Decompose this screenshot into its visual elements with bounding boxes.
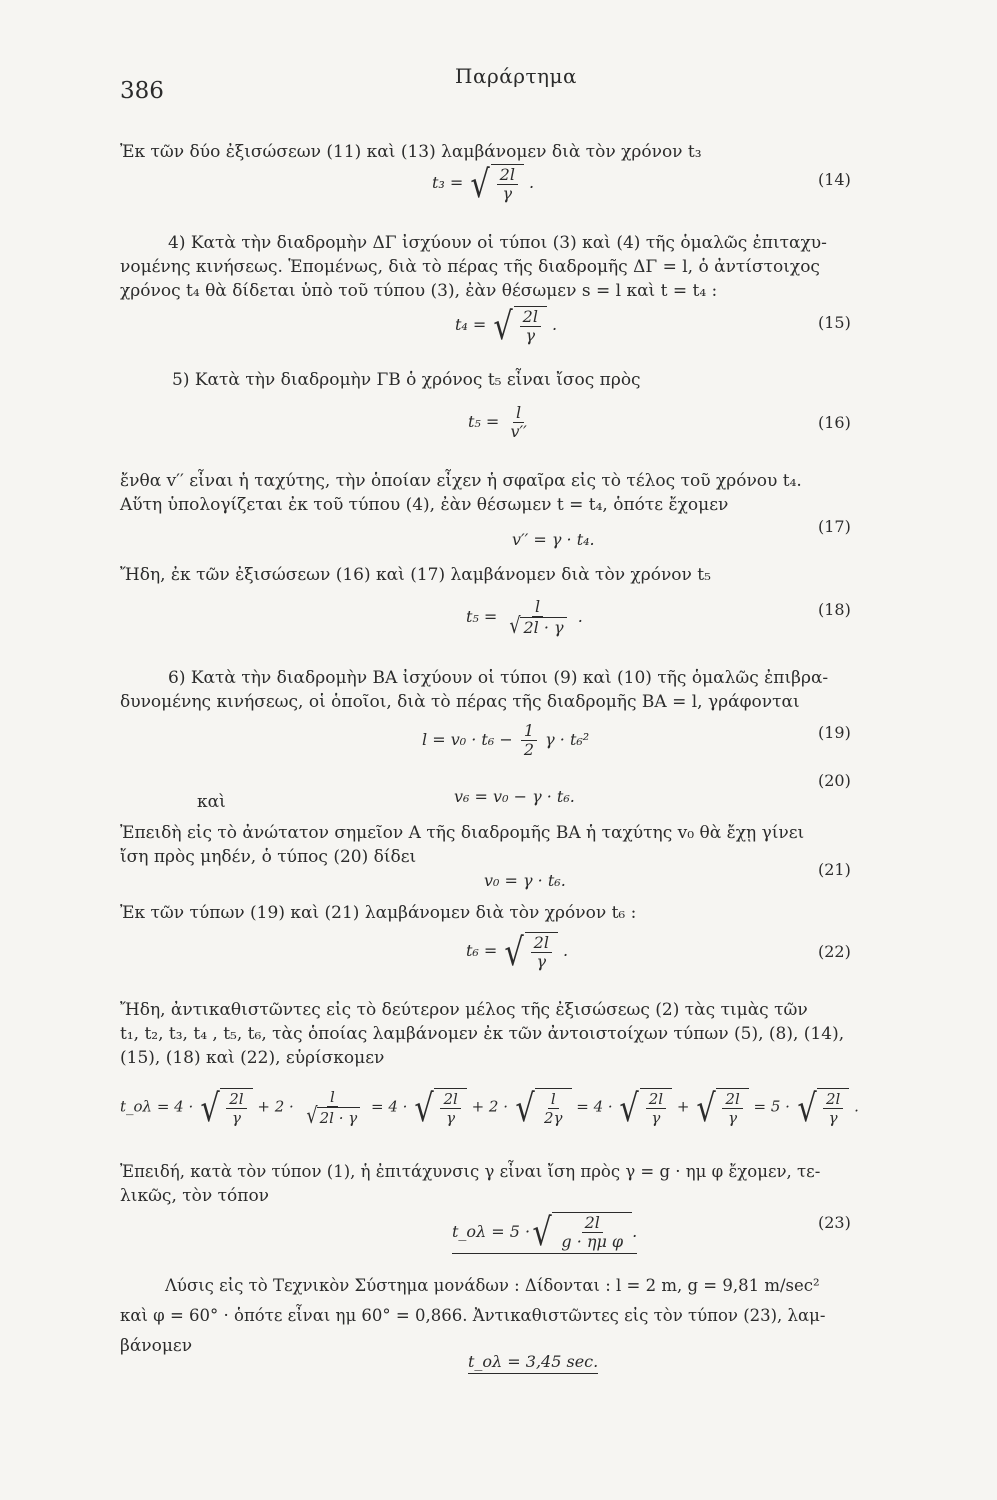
paragraph-1: Ἐκ τῶν δύο ἐξισώσεων (11) καὶ (13) λαμβάνομεν διὰ τὸν χρόνον t₃ [120,142,702,162]
equation-20: v₆ = v₀ − γ · t₆. [454,787,575,806]
paragraph-6-line-2: δυνομένης κινήσεως, οἱ ὁποῖοι, διὰ τὸ πέρας τῆς διαδρομῆς ΒΑ = l, γράφονται [120,692,800,712]
equation-number-15: (15) [818,313,851,332]
equation-total-time: t_ολ = 4 · √ $\frac{2l}{\gamma}$ + 2 · l √ 2l · γ = 4 · √ $\frac{2l}{\gamma}$ + 2 · √ $\frac{l}{2\gamma}$ = 4 · √ $\frac{2l}{\gamma}$ + √ $\frac{2l}{\gamma}$ = 5 · √ $\frac{2l}{\gamma}$ . [120,1085,859,1130]
equation-17: v′′ = γ · t₄. [512,530,595,549]
paragraph-10-line-1: Ἐπειδή, κατὰ τὸν τύπον (1), ἡ ἐπιτάχυνσις γ εἶναι ἴση πρὸς γ = g · ημ φ ἔχομεν, τε- [120,1162,821,1181]
paragraph-11-line-2: καὶ φ = 60° · ὁπότε εἶναι ημ 60° = 0,866. Ἀντικαθιστῶντες εἰς τὸν τύπον (23), λαμ- [120,1306,826,1325]
word-kai: καὶ [197,792,226,812]
paragraph-5: Ἤδη, ἐκ τῶν ἐξισώσεων (16) καὶ (17) λαμβάνομεν διὰ τὸν χρόνον t₅ [120,565,711,585]
equation-15: t₄ = √ $\frac{2l}{\gamma}$ . [455,303,558,348]
equation-21: v₀ = γ · t₆. [484,871,566,890]
equation-number-23: (23) [818,1213,851,1232]
fraction-denominator: γ [502,184,513,203]
final-result: t_ολ = 3,45 sec. [468,1352,598,1371]
page-number: 386 [120,78,164,104]
fraction-numerator: 2l [497,166,518,185]
equation-number-18: (18) [818,600,851,619]
paragraph-4-line-1: ἔνθα v′′ εἶναι ἡ ταχύτης, τὴν ὁποίαν εἶχεν ἡ σφαῖρα εἰς τὸ τέλος τοῦ χρόνου t₄. [120,471,802,491]
equation-number-19: (19) [818,723,851,742]
paragraph-2-line-1: 4) Κατὰ τὴν διαδρομὴν ΔΓ ἰσχύουν οἱ τύποι (3) καὶ (4) τῆς ὁμαλῶς ἐπιταχυ- [168,233,827,253]
paragraph-10-line-2: λικῶς, τὸν τόπον [120,1186,270,1206]
paragraph-7-line-2: ἴση πρὸς μηδέν, ὁ τύπος (20) δίδει [120,847,417,867]
equation-14: t₃ = √ $\frac{2l}{\gamma}$ . [432,161,535,206]
paragraph-11-line-1: Λύσις εἰς τὸ Τεχνικὸν Σύστημα μονάδων : Δίδονται : l = 2 m, g = 9,81 m/sec² [165,1276,820,1295]
paragraph-9-line-1: Ἤδη, ἀντικαθιστῶντες εἰς τὸ δεύτερον μέλος τῆς ἐξισώσεως (2) τὰς τιμὰς τῶν [120,1000,808,1020]
equation-number-17: (17) [818,517,851,536]
equation-number-22: (22) [818,942,851,961]
paragraph-6-line-1: 6) Κατὰ τὴν διαδρομὴν ΒΑ ἰσχύουν οἱ τύποι (9) καὶ (10) τῆς ὁμαλῶς ἐπιβρα- [168,668,829,688]
paragraph-2-line-2: νομένης κινήσεως. Ἑπομένως, διὰ τὸ πέρας τῆς διαδρομῆς ΔΓ = l, ὁ ἀντίστοιχος [120,257,820,277]
equation-number-21: (21) [818,860,851,879]
paragraph-3: 5) Κατὰ τὴν διαδρομὴν ΓΒ ὁ χρόνος t₅ εἶναι ἴσος πρὸς [172,370,641,390]
paragraph-9-line-2: t₁, t₂, t₃, t₄ , t₅, t₆, τὰς ὁποίας λαμβάνομεν ἐκ τῶν ἀντοιστοίχων τύπων (5), (8), (14), [120,1024,845,1044]
equation-16: t₅ = $\frac{l}{v''}$ [468,403,527,441]
equation-23: t_ολ = 5 · √ $\frac{2l}{\text{g · ημ φ}}$ . [452,1209,638,1254]
paragraph-4-line-2: Αὕτη ὑπολογίζεται ἐκ τοῦ τύπου (4), ἐὰν θέσωμεν t = t₄, ὁπότε ἔχομεν [120,495,729,515]
equation-number-20: (20) [818,771,851,790]
equation-22: t₆ = √ $\frac{2l}{\gamma}$ . [466,929,569,974]
equation-lhs: t₃ = [432,173,464,192]
paragraph-7-line-1: Ἐπειδὴ εἰς τὸ ἀνώτατον σημεῖον Α τῆς διαδρομῆς ΒΑ ἡ ταχύτης v₀ θὰ ἔχῃ γίνει [120,823,805,843]
equation-number-14: (14) [818,170,851,189]
equation-19: l = v₀ · t₆ − $\frac{1}{2}$ γ · t₆² [422,721,590,759]
paragraph-2-line-3: χρόνος t₄ θὰ δίδεται ὑπὸ τοῦ τύπου (3), ἐὰν θέσωμεν s = l καὶ t = t₄ : [120,281,718,301]
paragraph-11-line-3: βάνομεν [120,1336,193,1356]
paragraph-9-line-3: (15), (18) καὶ (22), εὑρίσκομεν [120,1048,385,1068]
paragraph-8: Ἐκ τῶν τύπων (19) καὶ (21) λαμβάνομεν διὰ τὸν χρόνον t₆ : [120,903,637,923]
equation-18: t₅ = l √ 2l · γ . [466,597,583,639]
running-head: Παράρτημα [455,64,578,88]
equation-number-16: (16) [818,413,851,432]
